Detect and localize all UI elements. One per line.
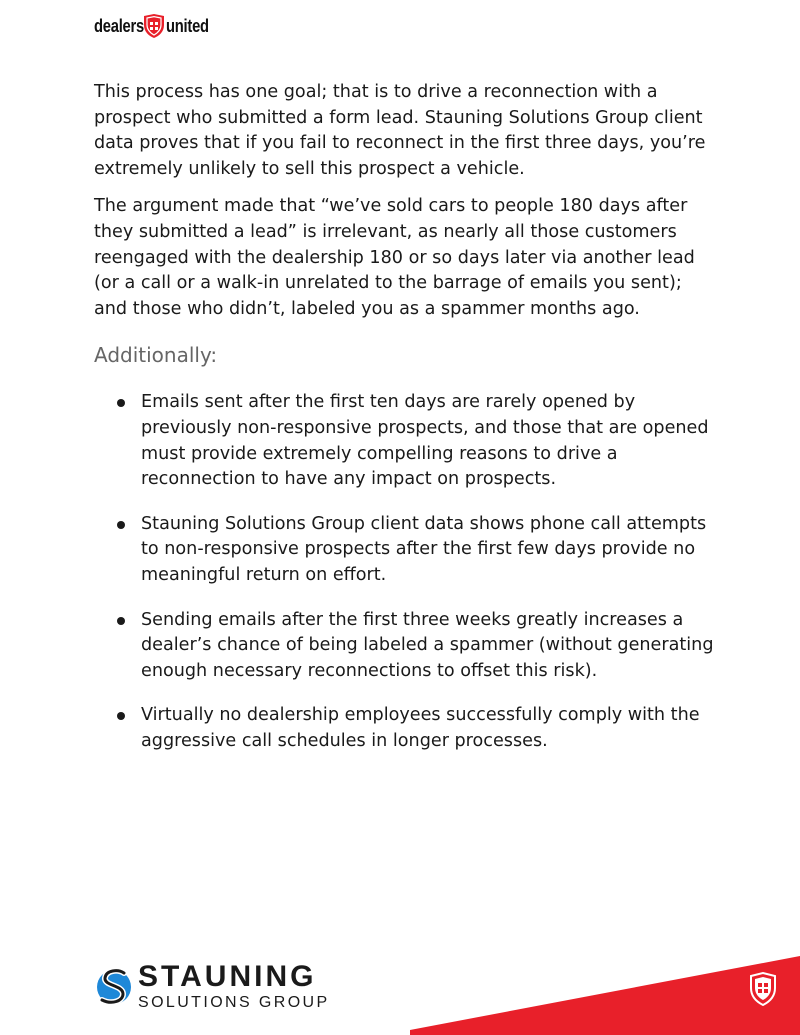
argument-paragraph: The argument made that “we’ve sold cars to people 180 days after they submitted a lead” is irrelevant, as nearly all those customers reengaged with the dealership 180 or so days later via another lead (or a call or a walk-in unrelated to the barrage of emails you sent); and those who didn’t, labeled you as a spammer months ago. bbox=[94, 196, 695, 319]
section-heading: Additionally: bbox=[94, 343, 218, 368]
stauning-solutions-logo bbox=[96, 962, 330, 1012]
bullet-icon bbox=[117, 712, 125, 720]
list-item-text: Emails sent after the first ten days are rarely opened by previously non-responsive prospects, and those that are opened must provide extremely compelling reasons to drive a reconnection to have any impact on prospects. bbox=[141, 392, 709, 490]
list-item-text: Virtually no dealership employees successfully comply with the aggressive call schedules in longer processes. bbox=[141, 705, 700, 751]
list-item bbox=[94, 703, 719, 754]
list-item bbox=[94, 608, 719, 685]
stauning-s-icon bbox=[96, 964, 132, 1010]
bullet-icon bbox=[117, 617, 125, 625]
main-content bbox=[94, 80, 719, 773]
intro-paragraph: This process has one goal; that is to drive a reconnection with a prospect who submitted a form lead. Stauning Solutions Group client data proves that if you fail to reconnect in the first three days, you’re extremely unlikely to sell this prospect a vehicle. bbox=[94, 82, 706, 179]
dealers-united-shield-icon bbox=[748, 972, 778, 1006]
list-item-text: Stauning Solutions Group client data shows phone call attempts to non-responsive prospects after the first few days provide no meaningful return on effort. bbox=[141, 513, 707, 585]
stauning-brand-sub: SOLUTIONS GROUP bbox=[138, 994, 330, 1011]
dealers-united-logo bbox=[94, 12, 218, 40]
bullet-list bbox=[94, 390, 719, 754]
list-item-text: Sending emails after the first three weeks greatly increases a dealer’s chance of being labeled a spammer (without generating enough necessary reconnections to offset this risk). bbox=[141, 609, 714, 681]
stauning-brand-name: STAUNING bbox=[138, 960, 317, 993]
list-item bbox=[94, 512, 719, 589]
logo-word-dealers: dealers bbox=[94, 15, 144, 36]
bullet-icon bbox=[117, 521, 125, 529]
dealers-united-shield-icon bbox=[142, 13, 166, 39]
logo-word-united: united bbox=[166, 15, 209, 36]
bullet-icon bbox=[117, 399, 125, 407]
list-item bbox=[94, 390, 719, 492]
